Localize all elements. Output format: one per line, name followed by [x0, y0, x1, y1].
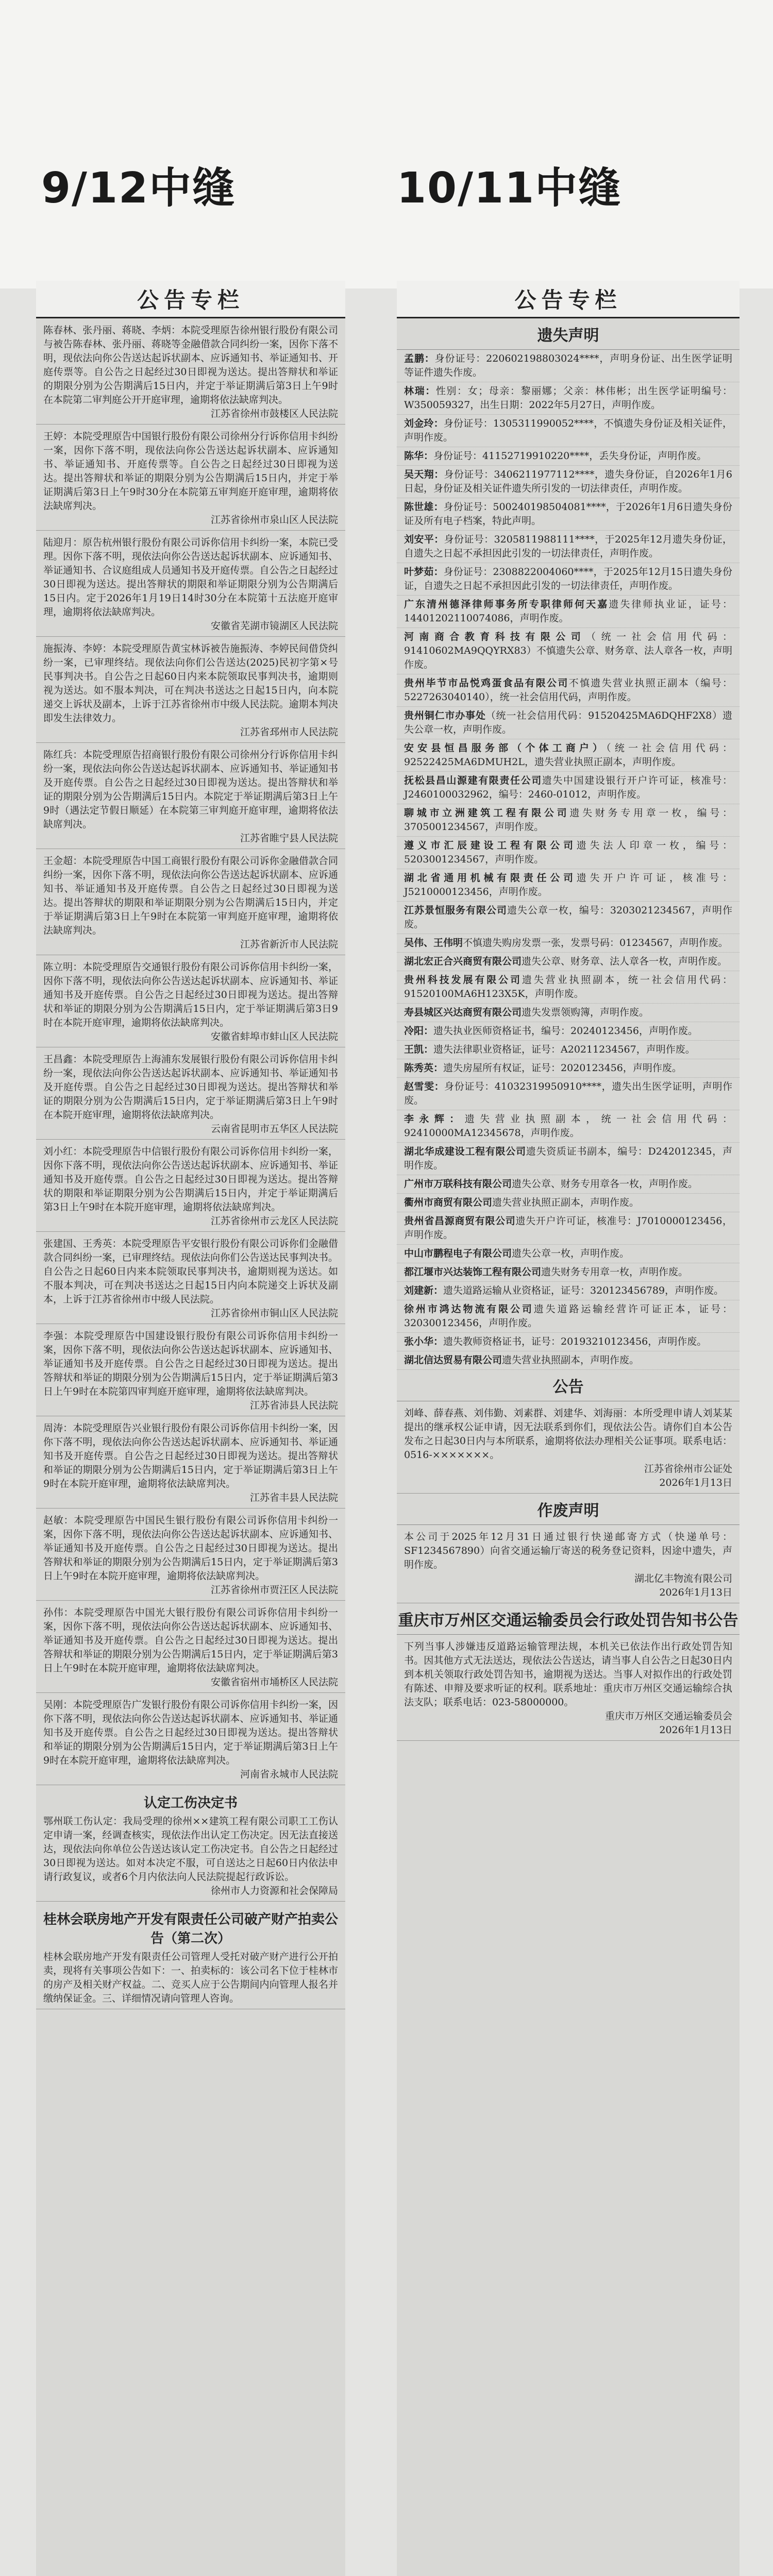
lost-item-text: 遗失财务专用章一枚，声明作废。 — [541, 1266, 688, 1278]
court-notice-signature: 江苏省徐州市泉山区人民法院 — [210, 514, 338, 526]
lost-item-name: 孟鹏： — [404, 353, 435, 364]
lost-item — [397, 837, 740, 869]
lost-item-name: 河南商合教育科技有限公司 — [404, 631, 586, 642]
lost-item-name: 寿县城区兴达商贸有限公司 — [404, 1007, 522, 1018]
lost-item — [397, 1263, 740, 1282]
lost-item-name: 林瑞： — [404, 385, 436, 397]
lost-item-name: 王凯： — [404, 1044, 434, 1055]
lost-item-name: 赵雪雯： — [404, 1081, 445, 1092]
lost-item-text: 遗失公章、财务专用章各一枚，声明作废。 — [512, 1178, 698, 1190]
lost-item — [397, 596, 740, 628]
lost-item-name: 贵州铜仁市办事处 — [404, 710, 486, 721]
work-injury-notice — [36, 1785, 345, 1902]
lost-item-name: 抚松县昌山源建有限责任公司 — [404, 775, 542, 786]
court-notice — [36, 1140, 345, 1232]
lost-item-text: 不慎遗失营业执照正副本（编号：5227263040140），统一社会信用代码，声明作废。 — [404, 677, 732, 703]
right-column-date: 10/11中缝 — [397, 164, 622, 213]
court-notice — [36, 425, 345, 531]
public-notice-date: 2026年1月13日 — [659, 1477, 732, 1488]
lost-item — [397, 1212, 740, 1245]
lost-item-name: 吴天翔： — [404, 469, 444, 480]
court-notice-signature: 江苏省沛县人民法院 — [249, 1400, 338, 1411]
court-notice — [36, 531, 345, 637]
lost-item — [397, 350, 740, 382]
lost-item-name: 湖北省通用机械有限责任公司 — [404, 872, 577, 884]
lost-item-text: 身份证号：3406211977112****，遗失身份证，自2026年1月6日起，身份证及相关证件遗失所引发的一切法律责任，声明作废。 — [404, 469, 732, 494]
lost-item-text: 遗失法人印章一枚，编号：5203001234567，声明作废。 — [404, 840, 732, 865]
lost-item-text: 遗失发票领购簿，声明作废。 — [522, 1007, 649, 1018]
lost-item-text: （统一社会信用代码：92522425MA6DMUH2L，遗失营业执照正副本，声明作废。 — [404, 742, 732, 768]
court-notice-signature: 江苏省徐州市云龙区人民法院 — [210, 1215, 338, 1227]
court-notice-body: 张建国、王秀英：本院受理原告平安银行股份有限公司诉你们金融借款合同纠纷一案，已审理终结。现依法向你们公告送达民事判决书。自公告之日起60日内来本院领取民事判决书，逾期则视为送达。如不服本判决，可在判决书送达之日起15日内向本院递交上诉状及副本，上诉于江苏省徐州市中级人民法院。 — [43, 1238, 338, 1305]
void-notice-date: 2026年1月13日 — [659, 1587, 732, 1598]
court-notice-signature: 安徽省蚌埠市蚌山区人民法院 — [210, 1031, 338, 1042]
lost-item-text: 遗失公章一枚，编号：3203021234567，声明作废。 — [404, 905, 732, 930]
public-notice-signature: 江苏省徐州市公证处 — [644, 1463, 732, 1475]
court-notice — [36, 1324, 345, 1416]
lost-item-name: 安安县恒昌服务部（个体工商户） — [404, 742, 607, 754]
lost-item — [397, 674, 740, 707]
court-notice — [36, 955, 345, 1047]
lost-notice-heading: 遗失声明 — [397, 318, 740, 350]
lost-item-name: 陈秀英： — [404, 1062, 444, 1074]
lost-item-text: 性别：女；母亲：黎丽娜；父亲：林伟彬；出生医学证明编号：W350059327，出生日期：2022年5月27日，声明作废。 — [404, 385, 732, 411]
lost-item — [397, 1004, 740, 1022]
lost-item-name: 贵州毕节市品悦鸡蛋食品有限公司 — [404, 677, 569, 689]
lost-item-text: 身份证号：3205811988111****，于2025年12月遗失身份证，自遗失之日起不承担因此引发的一切法律责任，声明作废。 — [404, 534, 732, 559]
lost-item-text: 遗失营业执照副本，声明作废。 — [502, 1354, 640, 1366]
lost-item-text: 遗失公章、财务章、法人章各一枚，声明作废。 — [522, 956, 728, 967]
lost-item-name: 广州市万联科技有限公司 — [404, 1178, 512, 1190]
court-notice-signature: 安徽省宿州市埇桥区人民法院 — [210, 1676, 338, 1688]
auction-notice — [36, 1902, 345, 2009]
lost-item — [397, 1143, 740, 1175]
lost-item-text: 遗失开户许可证，核准号：J7010000123456，声明作废。 — [404, 1215, 732, 1241]
lost-item-text: 遗失财务专用章一枚，编号：3705001234567，声明作废。 — [404, 807, 732, 833]
lost-item — [397, 498, 740, 531]
lost-item-text: 身份证号：500240198504081****，于2026年1月6日遗失身份证及所有电子档案，特此声明。 — [404, 501, 732, 527]
lost-item-text: （统一社会信用代码：91520425MA6DQHF2X8）遗失公章一枚，声明作废。 — [404, 710, 732, 735]
court-notice-signature: 江苏省新沂市人民法院 — [240, 939, 338, 950]
lost-item-text: 遗失律师执业证，证号：14401202110074086，声明作废。 — [404, 599, 732, 624]
lost-item-text: 遗失房屋所有权证，证号：2020123456，声明作废。 — [443, 1062, 682, 1074]
lost-item — [397, 902, 740, 934]
traffic-notice-heading: 重庆市万州区交通运输委员会行政处罚告知书公告 — [397, 1603, 740, 1635]
lost-item — [397, 1282, 740, 1300]
lost-item-text: 遗失教师资格证书，证号：20193210123456，声明作废。 — [443, 1336, 707, 1347]
lost-item-name: 中山市鹏程电子有限公司 — [404, 1248, 512, 1259]
lost-item — [397, 1194, 740, 1212]
court-notice-body: 吴刚：本院受理原告广发银行股份有限公司诉你信用卡纠纷一案，因你下落不明，现依法向你公告送达起诉状副本、应诉通知书、举证通知书及开庭传票。自公告之日起经过30日即视为送达。提出答辩状和举证的期限分别为公告期满后15日内，定于举证期满后第3日上午9时在本院开庭审理，逾期将依法缺席判决。 — [43, 1699, 338, 1766]
lost-item-name: 叶梦茹： — [404, 566, 444, 578]
void-notice-body: 本公司于2025年12月31日通过银行快递邮寄方式（快递单号：SF1234567890）向省交通运输厅寄送的税务登记资料，因途中遗失，声明作废。 — [404, 1531, 732, 1570]
lost-item-name: 贵州科技发展有限公司 — [404, 974, 522, 986]
court-notice — [36, 1047, 345, 1140]
lost-item-list — [397, 350, 740, 1370]
court-notice-body: 陈立明：本院受理原告交通银行股份有限公司诉你信用卡纠纷一案，因你下落不明，现依法向你公告送达起诉状副本、应诉通知书、举证通知书及开庭传票。自公告之日起经过30日即视为送达。提出答辩状和举证的期限分别为公告期满后15日内，定于举证期满后第3日9时在本院开庭审理，逾期将依法缺席判决。 — [43, 961, 338, 1028]
lost-item — [397, 382, 740, 415]
work-injury-title: 认定工伤决定书 — [143, 1795, 238, 1811]
traffic-notice — [397, 1635, 740, 1741]
lost-item — [397, 1022, 740, 1041]
lost-item — [397, 531, 740, 563]
lost-item — [397, 1110, 740, 1143]
lost-item — [397, 447, 740, 466]
court-notice-signature: 安徽省芜湖市镜湖区人民法院 — [210, 620, 338, 632]
left-notice-column — [36, 281, 345, 2576]
lost-item — [397, 1041, 740, 1059]
court-notice-body: 李强：本院受理原告中国建设银行股份有限公司诉你信用卡纠纷一案，因你下落不明，现依法向你公告送达起诉状副本、应诉通知书、举证通知书及开庭传票。自公告之日起经过30日即视为送达。提出答辩状和举证的期限分别为公告期满后15日内，定于举证期满后第3日上午9时在本院第四审判庭开庭审理，逾期将依法缺席判决。 — [43, 1330, 338, 1397]
court-notice-body: 王金超：本院受理原告中国工商银行股份有限公司诉你金融借款合同纠纷一案，因你下落不明，现依法向你公告送达起诉状副本、应诉通知书、举证通知书及开庭传票。自公告之日起经过30日即视为送达。提出答辩状的期限和举证期限分别为公告期满后15日内，并定于举证期满后第3日上午9时在本院第一审判庭开庭审理，逾期将依法缺席判决。 — [43, 855, 338, 936]
void-notice — [397, 1525, 740, 1603]
lost-item-name: 张小华： — [404, 1336, 444, 1347]
court-notice — [36, 743, 345, 849]
court-notice-signature: 云南省昆明市五华区人民法院 — [210, 1123, 338, 1134]
lost-item — [397, 1059, 740, 1078]
lost-item-name: 湖北华成建设工程有限公司 — [404, 1146, 526, 1157]
court-notice-body: 陈春林、张丹丽、蒋晓、李炳：本院受理原告徐州银行股份有限公司与被告陈春林、张丹丽、蒋晓等金融借款合同纠纷一案，因你下落不明，现依法向你公告送达起诉状副本、应诉通知书、举证通知书、开庭传票等。自公告之日起经过30日即视为送达。提出答辩状和举证的期限分别为公告期满后15日内，并定于举证期满后第3日上午9时在本院第二审判庭公开开庭审理，逾期将依法缺席判决。 — [43, 325, 338, 405]
lost-item-text: 身份证号：1305311990052****，不慎遗失身份证及相关证件，声明作废。 — [404, 418, 732, 443]
lost-item-name: 贵州省昌源商贸有限公司 — [404, 1215, 516, 1227]
court-notice — [36, 1232, 345, 1324]
lost-item-text: 遗失资质证书副本，编号：D242012345，声明作废。 — [404, 1146, 732, 1171]
lost-item-text: 遗失执业医师资格证书，编号：20240123456，声明作废。 — [433, 1025, 698, 1037]
traffic-notice-date: 2026年1月13日 — [659, 1724, 732, 1736]
lost-item — [397, 1351, 740, 1370]
lost-item-name: 都江堰市兴达装饰工程有限公司 — [404, 1266, 542, 1278]
lost-item-name: 刘建新： — [404, 1285, 444, 1296]
lost-item-name: 李永辉： — [404, 1113, 465, 1125]
lost-item-text: 遗失营业执照副本，统一社会信用代码：91520100MA6H123X5K，声明作废。 — [404, 974, 732, 999]
void-notice-signature: 湖北亿丰物流有限公司 — [634, 1573, 732, 1584]
court-notice-body: 王婷：本院受理原告中国银行股份有限公司徐州分行诉你信用卡纠纷一案，因你下落不明，现依法向你公告送达起诉状副本、应诉通知书、举证通知书、开庭传票等。自公告之日起经过30日即视为送达。提出答辩状和举证的期限分别为公告期满后15日内，并定于举证期满后第3日上午9时30分在本院第五审判庭开庭审理，逾期将依法缺席判决。 — [43, 431, 338, 512]
lost-item-text: 遗失法律职业资格证，证号：A20211234567，声明作废。 — [433, 1044, 695, 1055]
lost-item-text: 遗失开户许可证，核准号：J5210000123456，声明作废。 — [404, 872, 732, 897]
court-notice-body: 王昌鑫：本院受理原告上海浦东发展银行股份有限公司诉你信用卡纠纷一案，现依法向你公告送达起诉状副本、应诉通知书、举证通知书及开庭传票。自公告之日起经过30日即视为送达。提出答辩状和举证的期限分别为公告期满后15日内，定于举证期满后第3日上午9时在本院开庭审理，逾期将依法缺席判决。 — [43, 1054, 338, 1121]
lost-item-text: 遗失营业执照副本，统一社会信用代码：92410000MA12345678，声明作废。 — [404, 1113, 732, 1139]
left-column-heading: 公告专栏 — [36, 281, 345, 318]
lost-item-text: （统一社会信用代码：91410602MA9QQYRX83）不慎遗失公章、财务章、法人章各一枚，声明作废。 — [404, 631, 732, 670]
public-notice-heading: 公告 — [397, 1370, 740, 1401]
public-notice — [397, 1401, 740, 1494]
court-notice — [36, 1416, 345, 1509]
court-notice-body: 孙伟：本院受理原告中国光大银行股份有限公司诉你信用卡纠纷一案，因你下落不明，现依法向你公告送达起诉状副本、应诉通知书、举证通知书及开庭传票。自公告之日起经过30日即视为送达。提出答辩状和举证的期限分别为公告期满后15日内，定于举证期满后第3日上午9时在本院开庭审理，逾期将依法缺席判决。 — [43, 1607, 338, 1674]
lost-item-name: 陈华： — [404, 450, 434, 462]
lost-item-name: 遵义市汇辰建设工程有限公司 — [404, 840, 577, 851]
court-notice — [36, 849, 345, 955]
court-notice-signature: 河南省永城市人民法院 — [240, 1769, 338, 1780]
right-notice-column — [397, 281, 740, 2576]
lost-item-name: 徐州市鸿达物流有限公司 — [404, 1303, 534, 1315]
court-notice — [36, 1601, 345, 1693]
court-notice-body: 施振涛、李婷：本院受理原告黄宝林诉被告施振涛、李婷民间借贷纠纷一案，已审理终结。现依法向你们公告送达(2025)民初字第×号民事判决书。自公告之日起60日内来本院领取民事判决书，逾期则视为送达。如不服本判决，可在判决书送达之日起15日内，向本院递交上诉状及副本，上诉于江苏省徐州市中级人民法院。逾期本判决即发生法律效力。 — [43, 643, 338, 724]
lost-item-text: 身份证号：220602198803024****，声明身份证、出生医学证明等证件遗失作废。 — [404, 353, 732, 378]
lost-item-name: 吴伟、王伟明 — [404, 937, 463, 948]
court-notice-signature: 江苏省邳州市人民法院 — [240, 726, 338, 738]
left-column-date: 9/12中缝 — [41, 164, 236, 213]
void-notice-heading: 作废声明 — [397, 1494, 740, 1525]
lost-item — [397, 415, 740, 447]
lost-item-text: 遗失中国建设银行开户许可证，核准号：J2460100032962，编号：2460-01012，声明作废。 — [404, 775, 732, 800]
lost-item-name: 刘安平： — [404, 534, 444, 545]
lost-item-name: 广东清州德泽律师事务所专职律师何天嘉 — [404, 599, 609, 610]
work-injury-body: 鄂州联工伤认定：我局受理的徐州××建筑工程有限公司职工工伤认定申请一案，经调查核实，现依法作出认定工伤决定。因无法直接送达，现依法向你单位公告送达该认定工伤决定书。自公告之日起经过30日即视为送达。如对本决定不服，可自送达之日起60日内依法申请行政复议，或者6个月内依法向人民法院提起行政诉讼。 — [43, 1816, 338, 1883]
lost-item — [397, 869, 740, 902]
court-notice-body: 周涛：本院受理原告兴业银行股份有限公司诉你信用卡纠纷一案，因你下落不明，现依法向你公告送达起诉状副本、应诉通知书、举证通知书及开庭传票。自公告之日起经过30日即视为送达。提出答辩状和举证的期限分别为公告期满后15日内，定于举证期满后第3日上午9时在本院开庭审理，逾期将依法缺席判决。 — [43, 1422, 338, 1489]
lost-item — [397, 563, 740, 596]
lost-item-text: 遗失营业执照正副本，声明作废。 — [492, 1197, 640, 1208]
lost-item — [397, 707, 740, 739]
traffic-notice-body: 下列当事人涉嫌违反道路运输管理法规，本机关已依法作出行政处罚告知书。因其他方式无法送达，现依法公告送达，请当事人自公告之日起30日内到本机关领取行政处罚告知书，逾期视为送达。当事人对拟作出的行政处罚有陈述、申辩及要求听证的权利。联系地址：重庆市万州区交通运输综合执法支队；联系电话：023-58000000。 — [404, 1641, 732, 1708]
court-notice-signature: 江苏省睢宁县人民法院 — [240, 833, 338, 844]
lost-item — [397, 804, 740, 837]
right-column-heading: 公告专栏 — [397, 281, 740, 318]
lost-item-text: 身份证号：41032319950910****，遗失出生医学证明，声明作废。 — [404, 1081, 732, 1106]
court-notice-signature: 江苏省徐州市鼓楼区人民法院 — [210, 408, 338, 419]
lost-item-text: 遗失道路运输经营许可证正本，证号：320300123456，声明作废。 — [404, 1303, 732, 1329]
lost-item — [397, 1245, 740, 1263]
auction-body: 桂林会联房地产开发有限责任公司管理人受托对破产财产进行公开拍卖，现将有关事项公告如下：一、拍卖标的：该公司名下位于桂林市的房产及相关财产权益。二、竞买人应于公告期间内向管理人报名并缴纳保证金。三、详细情况请向管理人咨询。 — [43, 1951, 338, 2004]
court-notice-body: 赵敏：本院受理原告中国民生银行股份有限公司诉你信用卡纠纷一案，因你下落不明，现依法向你公告送达起诉状副本、应诉通知书、举证通知书及开庭传票。自公告之日起经过30日即视为送达。提出答辩状和举证的期限分别为公告期满后15日内，定于举证期满后第3日上午9时在本院开庭审理，逾期将依法缺席判决。 — [43, 1515, 338, 1582]
lost-item-name: 刘金玲： — [404, 418, 444, 429]
court-notice — [36, 318, 345, 425]
court-notice-body: 陈红兵：本院受理原告招商银行股份有限公司徐州分行诉你信用卡纠纷一案，现依法向你公告送达起诉状副本、应诉通知书、举证通知书及开庭传票。自公告之日起经过30日即视为送达。提出答辩状和举证的期限分别为公告期满后15日内。本院定于举证期满后第3日上午9时（遇法定节假日顺延）在本院第三审判庭开庭审理，逾期将依法缺席判决。 — [43, 749, 338, 830]
left-notice-list — [36, 318, 345, 1785]
lost-item — [397, 739, 740, 772]
lost-item — [397, 1175, 740, 1194]
court-notice-body: 陆迎月：原告杭州银行股份有限公司诉你信用卡纠纷一案，本院已受理。因你下落不明，现依法向你公告送达起诉状副本、应诉通知书、举证通知书、合议庭组成人员通知书及开庭传票。自公告之日起经过30日即视为送达。提出答辩状的期限和举证期限分别为公告期满后15日内。定于2026年1月19日14时30分在本院第十五法庭开庭审理，逾期将依法缺席判决。 — [43, 537, 338, 618]
lost-item-text: 身份证号：2308822004060****，于2025年12月15日遗失身份证，自遗失之日起不承担因此引发的一切法律责任，声明作废。 — [404, 566, 732, 591]
lost-item — [397, 934, 740, 953]
court-notice-signature: 江苏省丰县人民法院 — [249, 1492, 338, 1503]
court-notice-body: 刘小红：本院受理原告中信银行股份有限公司诉你信用卡纠纷一案，因你下落不明，现依法向你公告送达起诉状副本、应诉通知书、举证通知书及开庭传票。自公告之日起经过30日即视为送达。提出答辩状的期限和举证期限分别为公告期满后15日内，并定于举证期满后第3日上午9时在本院开庭审理，逾期将依法缺席判决。 — [43, 1146, 338, 1213]
lost-item — [397, 1078, 740, 1110]
lost-item-name: 陈世雄： — [404, 501, 444, 513]
lost-item-name: 湖北宏正合兴商贸有限公司 — [404, 956, 522, 967]
auction-title: 桂林会联房地产开发有限责任公司破产财产拍卖公告（第二次） — [43, 1912, 339, 1946]
lost-item-name: 冷阳： — [404, 1025, 434, 1037]
lost-item-name: 衢州市商贸有限公司 — [404, 1197, 493, 1208]
lost-item-name: 湖北信达贸易有限公司 — [404, 1354, 502, 1366]
public-notice-body: 刘峰、薛春燕、刘伟勤、刘素群、刘建华、刘海丽：本所受理申请人刘某某提出的继承权公证申请，因无法联系到你们，现依法公告。请你们自本公告发布之日起30日内与本所联系，逾期将依法办理相关公证事项。联系电话：0516-×××××××。 — [404, 1408, 732, 1461]
lost-item-text: 遗失道路运输从业资格证，证号：320123456789，声明作废。 — [443, 1285, 724, 1296]
lost-item — [397, 1300, 740, 1333]
court-notice-signature: 江苏省徐州市贾汪区人民法院 — [210, 1584, 338, 1596]
lost-item — [397, 628, 740, 674]
lost-item-text: 不慎遗失购房发票一张，发票号码：01234567，声明作废。 — [463, 937, 728, 948]
lost-item — [397, 953, 740, 971]
lost-item-name: 聊城市立洲建筑工程有限公司 — [404, 807, 570, 819]
lost-item-text: 遗失公章一枚，声明作废。 — [512, 1248, 630, 1259]
court-notice — [36, 1693, 345, 1785]
lost-item — [397, 971, 740, 1004]
lost-item — [397, 772, 740, 804]
work-injury-signature: 徐州市人力资源和社会保障局 — [210, 1885, 338, 1896]
court-notice — [36, 1509, 345, 1601]
court-notice-signature: 江苏省徐州市铜山区人民法院 — [210, 1308, 338, 1319]
traffic-notice-signature: 重庆市万州区交通运输委员会 — [604, 1710, 732, 1722]
lost-item — [397, 466, 740, 498]
page-header — [0, 0, 773, 289]
lost-item-text: 身份证号：41152719910220****，丢失身份证，声明作废。 — [433, 450, 707, 462]
court-notice — [36, 637, 345, 743]
lost-item — [397, 1333, 740, 1351]
lost-item-name: 江苏景恒服务有限公司 — [404, 905, 507, 916]
